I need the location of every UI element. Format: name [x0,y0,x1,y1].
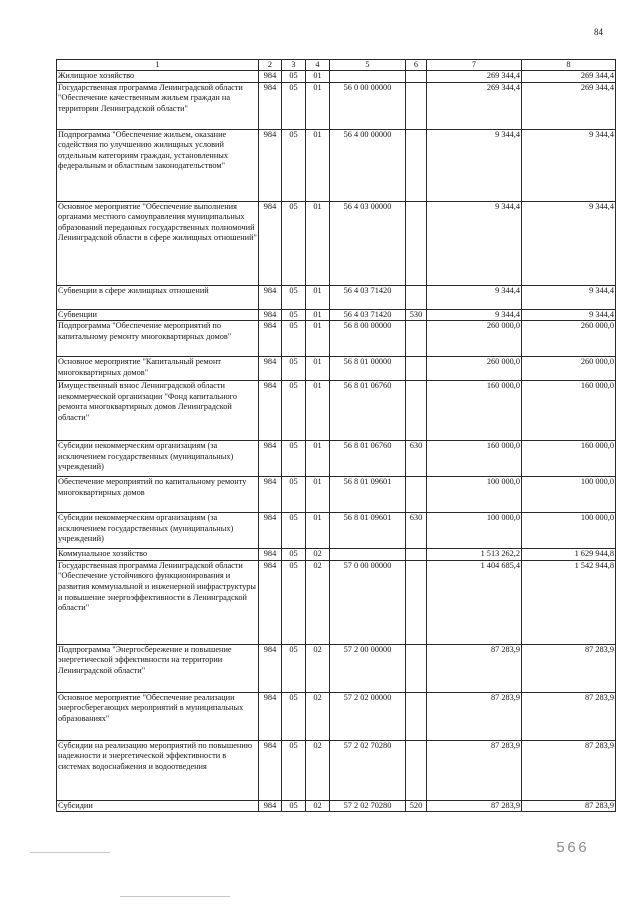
row-name: Основное мероприятие "Обеспечение реализации энергосберегающих мероприятий в муниципальных образованиях" [57,692,259,740]
row-name: Подпрограмма "Обеспечение жильем, оказание содействия по улучшению жилищных условий отдельным категориям граждан, установленных федеральным и областным законодательством" [57,129,259,201]
row-name: Подпрограмма "Энергосбережение и повышение энергетической эффективности на территории Ленинградской области" [57,644,259,692]
amount-col7: 87 283,9 [427,740,522,800]
target-article-code [330,549,406,561]
table-row [57,309,616,321]
expense-type-code [406,321,427,357]
amount-col8: 1 542 944,8 [522,560,616,644]
section-code: 05 [282,644,306,692]
target-article-code: 57 2 02 70280 [330,800,406,812]
target-article-code: 56 8 01 06760 [330,381,406,441]
amount-col8: 269 344,4 [522,71,616,83]
amount-col7: 87 283,9 [427,800,522,812]
subsection-code: 02 [306,692,330,740]
expense-type-code [406,285,427,309]
ministry-code: 984 [259,129,282,201]
row-name: Основное мероприятие "Обеспечение выполнения органами местного самоуправления муниципальных образований переданных государственных полномочий Ленинградской области в сфере жилищных отношений" [57,201,259,285]
page-number: 84 [594,27,603,37]
amount-col8: 160 000,0 [522,381,616,441]
row-name: Имущественный взнос Ленинградской области некоммерческой организации "Фонд капитального ремонта многоквартирных домов Ленинградской области" [57,381,259,441]
subsection-code: 02 [306,740,330,800]
section-code: 05 [282,201,306,285]
row-name: Государственная программа Ленинградской области "Обеспечение качественным жильем граждан на территории Ленинградской области" [57,82,259,129]
table-row [57,357,616,381]
amount-col8: 87 283,9 [522,800,616,812]
column-header: 4 [306,60,330,71]
amount-col8: 260 000,0 [522,357,616,381]
amount-col8: 9 344,4 [522,201,616,285]
amount-col8: 9 344,4 [522,285,616,309]
row-name: Субсидии на реализацию мероприятий по повышению надежности и энергетической эффективности в системах водоснабжения и водоотведения [57,740,259,800]
expense-type-code [406,740,427,800]
column-header: 7 [427,60,522,71]
target-article-code: 57 2 02 00000 [330,692,406,740]
section-code: 05 [282,71,306,83]
header-row [57,60,616,71]
budget-table [56,59,616,812]
section-code: 05 [282,321,306,357]
column-header: 8 [522,60,616,71]
table-row [57,740,616,800]
section-code: 05 [282,82,306,129]
section-code: 05 [282,740,306,800]
table-row [57,129,616,201]
table-row [57,477,616,513]
subsection-code: 02 [306,549,330,561]
amount-col8: 260 000,0 [522,321,616,357]
ministry-code: 984 [259,800,282,812]
ministry-code: 984 [259,560,282,644]
expense-type-code [406,82,427,129]
subsection-code: 01 [306,82,330,129]
amount-col7: 9 344,4 [427,309,522,321]
table-row [57,644,616,692]
amount-col7: 87 283,9 [427,692,522,740]
page-stamp: 566 [556,840,590,857]
table-row [57,285,616,309]
column-header: 2 [259,60,282,71]
target-article-code: 56 8 01 00000 [330,357,406,381]
amount-col7: 9 344,4 [427,129,522,201]
target-article-code: 56 8 01 09601 [330,477,406,513]
amount-col7: 1 404 685,4 [427,560,522,644]
amount-col8: 9 344,4 [522,129,616,201]
expense-type-code [406,71,427,83]
scan-artifact-line [30,852,110,853]
subsection-code: 01 [306,477,330,513]
target-article-code: 56 4 03 71420 [330,309,406,321]
target-article-code: 57 0 00 00000 [330,560,406,644]
subsection-code: 01 [306,129,330,201]
target-article-code: 56 8 00 00000 [330,321,406,357]
expense-type-code [406,381,427,441]
ministry-code: 984 [259,692,282,740]
section-code: 05 [282,513,306,549]
subsection-code: 01 [306,357,330,381]
subsection-code: 01 [306,381,330,441]
target-article-code: 56 4 00 00000 [330,129,406,201]
ministry-code: 984 [259,644,282,692]
table-row [57,692,616,740]
target-article-code: 57 2 02 70280 [330,740,406,800]
table-row [57,82,616,129]
target-article-code: 56 0 00 00000 [330,82,406,129]
section-code: 05 [282,441,306,477]
amount-col7: 260 000,0 [427,321,522,357]
target-article-code [330,71,406,83]
expense-type-code: 520 [406,800,427,812]
section-code: 05 [282,477,306,513]
table-row [57,549,616,561]
subsection-code: 02 [306,560,330,644]
amount-col7: 160 000,0 [427,441,522,477]
amount-col7: 100 000,0 [427,513,522,549]
row-name: Субсидии некоммерческим организациям (за исключением государственных (муниципальных) учреждений) [57,441,259,477]
row-name: Субсидии [57,800,259,812]
subsection-code: 01 [306,441,330,477]
target-article-code: 57 2 00 00000 [330,644,406,692]
amount-col7: 160 000,0 [427,381,522,441]
amount-col7: 260 000,0 [427,357,522,381]
column-header: 6 [406,60,427,71]
section-code: 05 [282,129,306,201]
amount-col8: 1 629 944,8 [522,549,616,561]
section-code: 05 [282,285,306,309]
amount-col7: 1 513 262,2 [427,549,522,561]
column-header: 5 [330,60,406,71]
row-name: Субсидии некоммерческим организациям (за исключением государственных (муниципальных) учреждений) [57,513,259,549]
amount-col8: 87 283,9 [522,644,616,692]
ministry-code: 984 [259,82,282,129]
expense-type-code [406,129,427,201]
amount-col8: 100 000,0 [522,477,616,513]
amount-col7: 87 283,9 [427,644,522,692]
amount-col7: 269 344,4 [427,82,522,129]
ministry-code: 984 [259,740,282,800]
subsection-code: 02 [306,800,330,812]
ministry-code: 984 [259,549,282,561]
table-row [57,441,616,477]
scan-artifact-line [120,896,230,897]
expense-type-code: 630 [406,441,427,477]
expense-type-code [406,201,427,285]
ministry-code: 984 [259,477,282,513]
ministry-code: 984 [259,357,282,381]
ministry-code: 984 [259,513,282,549]
section-code: 05 [282,309,306,321]
ministry-code: 984 [259,441,282,477]
target-article-code: 56 8 01 09601 [330,513,406,549]
amount-col8: 9 344,4 [522,309,616,321]
column-header: 1 [57,60,259,71]
target-article-code: 56 8 01 06760 [330,441,406,477]
ministry-code: 984 [259,71,282,83]
target-article-code: 56 4 03 71420 [330,285,406,309]
row-name: Обеспечение мероприятий по капитальному ремонту многоквартирных домов [57,477,259,513]
table-row [57,800,616,812]
expense-type-code [406,477,427,513]
expense-type-code [406,644,427,692]
section-code: 05 [282,800,306,812]
expense-type-code: 630 [406,513,427,549]
row-name: Коммунальное хозяйство [57,549,259,561]
row-name: Подпрограмма "Обеспечение мероприятий по капитальному ремонту многоквартирных домов" [57,321,259,357]
amount-col7: 100 000,0 [427,477,522,513]
expense-type-code [406,560,427,644]
table-row [57,381,616,441]
section-code: 05 [282,549,306,561]
subsection-code: 01 [306,201,330,285]
row-name: Государственная программа Ленинградской области "Обеспечение устойчивого функционирования и развития коммунальной и инженерной инфраструктуры и повышение энергоэффективности в Ленинградской области" [57,560,259,644]
expense-type-code: 530 [406,309,427,321]
expense-type-code [406,549,427,561]
subsection-code: 01 [306,285,330,309]
amount-col8: 100 000,0 [522,513,616,549]
subsection-code: 01 [306,513,330,549]
table-row [57,560,616,644]
row-name: Жилищное хозяйство [57,71,259,83]
expense-type-code [406,357,427,381]
section-code: 05 [282,560,306,644]
amount-col8: 87 283,9 [522,692,616,740]
ministry-code: 984 [259,381,282,441]
table-row [57,201,616,285]
amount-col8: 87 283,9 [522,740,616,800]
section-code: 05 [282,357,306,381]
row-name: Основное мероприятие "Капитальный ремонт многоквартирных домов" [57,357,259,381]
section-code: 05 [282,692,306,740]
expense-type-code [406,692,427,740]
ministry-code: 984 [259,321,282,357]
section-code: 05 [282,381,306,441]
ministry-code: 984 [259,309,282,321]
amount-col7: 9 344,4 [427,285,522,309]
table-row [57,513,616,549]
amount-col7: 269 344,4 [427,71,522,83]
subsection-code: 01 [306,71,330,83]
table-row [57,71,616,83]
amount-col7: 9 344,4 [427,201,522,285]
column-header: 3 [282,60,306,71]
row-name: Субвенции в сфере жилищных отношений [57,285,259,309]
amount-col8: 269 344,4 [522,82,616,129]
amount-col8: 160 000,0 [522,441,616,477]
table-row [57,321,616,357]
target-article-code: 56 4 03 00000 [330,201,406,285]
ministry-code: 984 [259,285,282,309]
ministry-code: 984 [259,201,282,285]
subsection-code: 01 [306,321,330,357]
subsection-code: 02 [306,644,330,692]
row-name: Субвенции [57,309,259,321]
subsection-code: 01 [306,309,330,321]
